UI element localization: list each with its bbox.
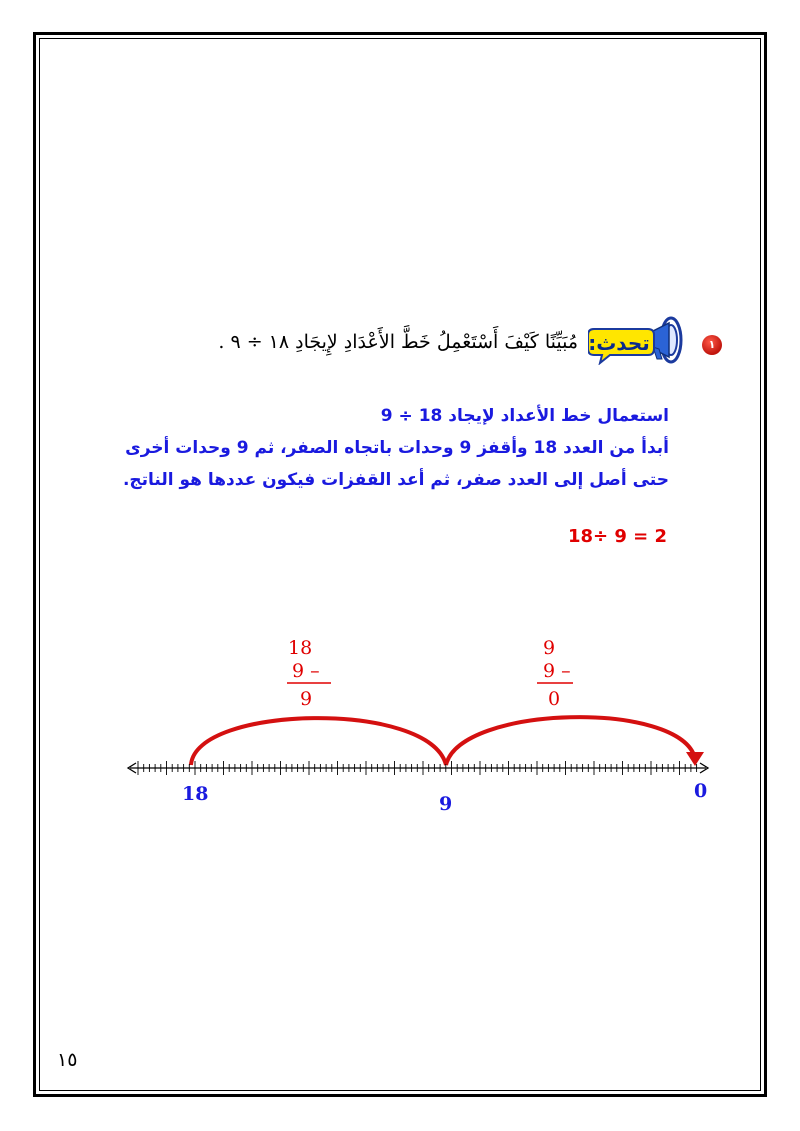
subtraction-right-result: 0 bbox=[548, 688, 561, 710]
subtraction-left-result: 9 bbox=[300, 688, 313, 710]
result-equation: 18÷ 9 = 2 bbox=[567, 526, 667, 547]
explanation-line-1: استعمال خط الأعداد لإيجاد 18 ÷ 9 bbox=[380, 406, 669, 426]
subtraction-right bbox=[537, 637, 573, 710]
number-line-label-9: 9 bbox=[439, 793, 453, 815]
explanation-line-2: أبدأ من العدد 18 وأقفز 9 وحدات باتجاه الصفر، ثم 9 وحدات أخرى bbox=[125, 438, 669, 458]
subtraction-right-top: 9 bbox=[543, 637, 556, 659]
number-line-label-18: 18 bbox=[182, 783, 209, 805]
subtraction-left-top: 18 bbox=[288, 637, 313, 659]
question-text: مُبَيِّنًا كَيْفَ أَسْتَعْمِلُ خَطَّ الأَعْدَادِ لإِيجَادِ ١٨ ÷ ٩ . bbox=[218, 331, 578, 353]
subtraction-left bbox=[287, 637, 331, 710]
talk-label: تحدث: bbox=[588, 331, 650, 355]
subtraction-right-sub: 9 – bbox=[543, 660, 571, 682]
explanation-line-3: حتى أصل إلى العدد صفر، ثم أعد القفزات فيكون عددها هو الناتج. bbox=[122, 470, 669, 490]
jump-arc-1 bbox=[191, 718, 446, 765]
question-number-badge: ١ bbox=[702, 335, 722, 355]
number-line-label-0: 0 bbox=[694, 780, 708, 802]
jump-arc-2 bbox=[446, 717, 695, 765]
subtraction-left-sub: 9 – bbox=[292, 660, 320, 682]
page-number: ١٥ bbox=[57, 1049, 78, 1071]
